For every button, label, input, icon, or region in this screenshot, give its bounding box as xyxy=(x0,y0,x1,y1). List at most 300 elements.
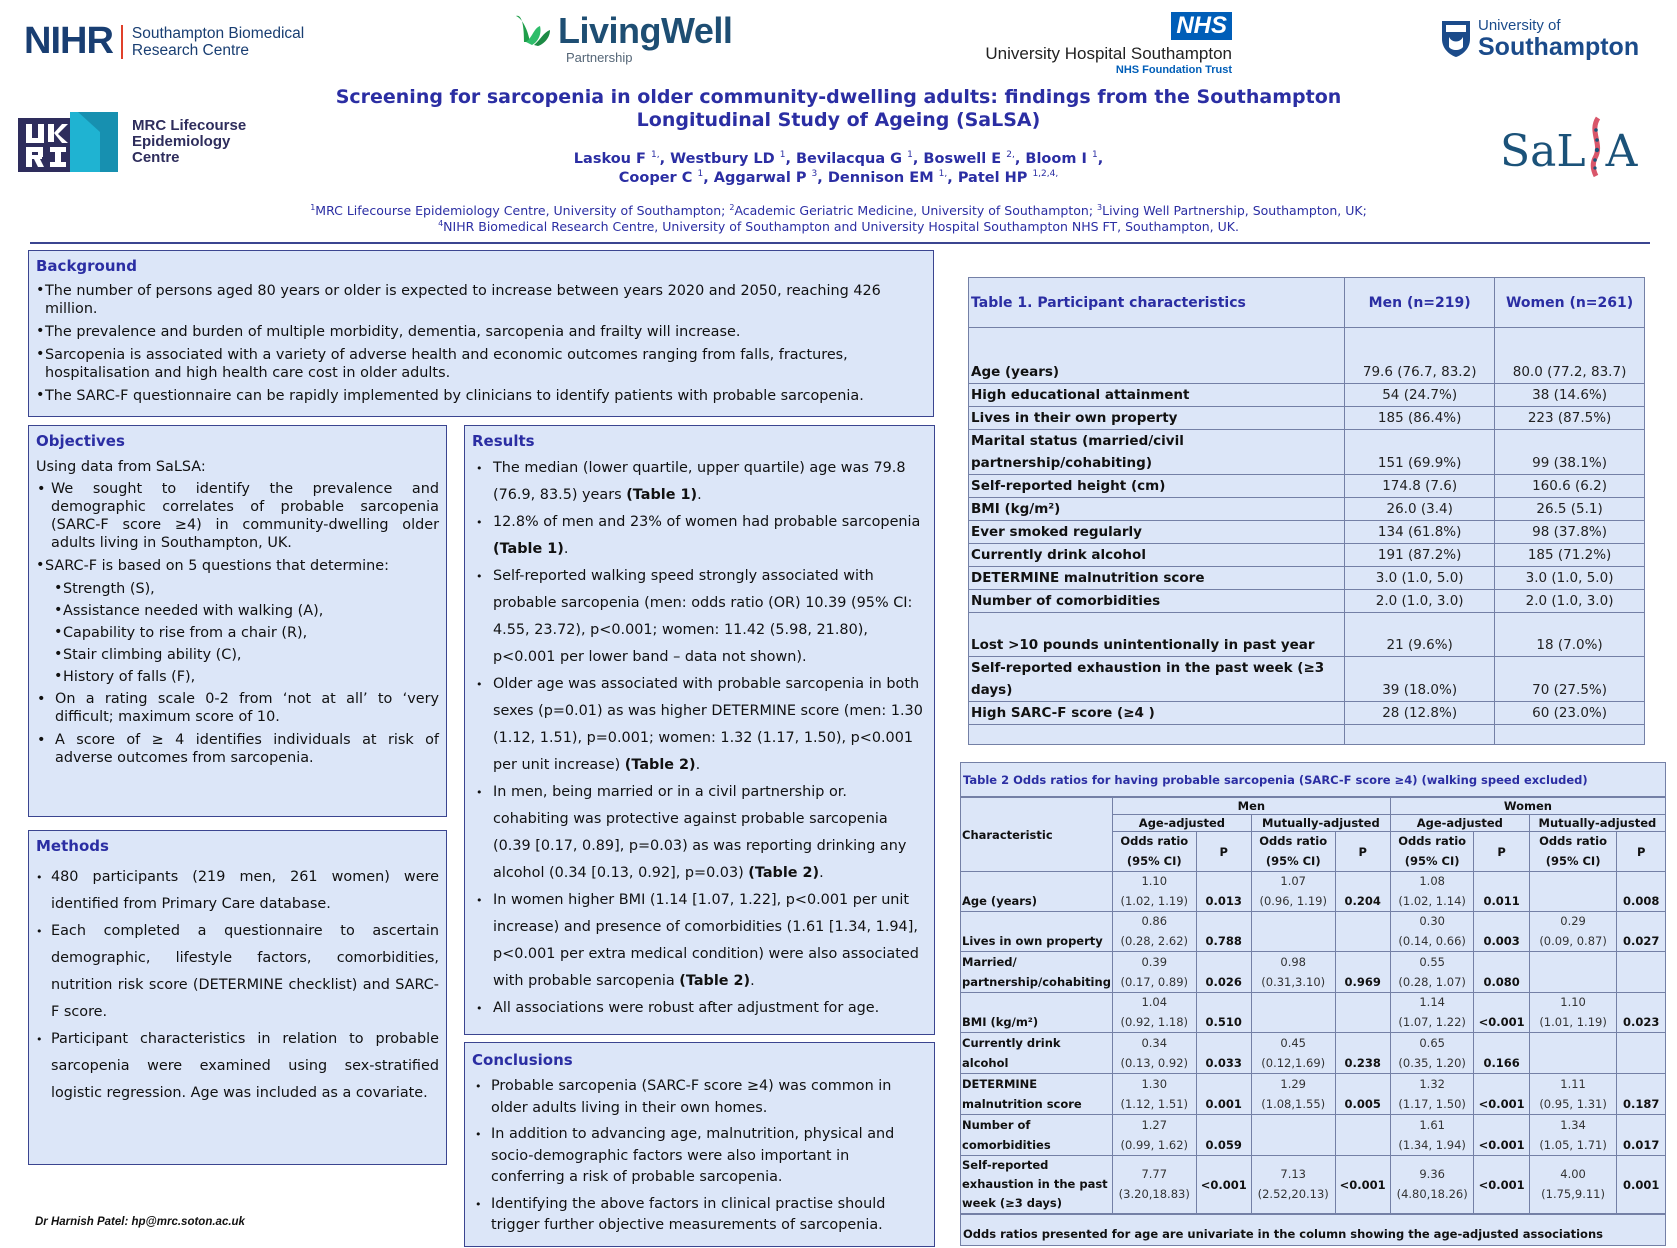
table1-cell-men: 79.6 (76.7, 83.2) xyxy=(1345,328,1495,384)
odds-ratio-value: 1.34 xyxy=(1560,1118,1586,1132)
odds-ratio-value: 0.65 xyxy=(1419,1036,1445,1050)
odds-ratio-value: 1.61 xyxy=(1419,1118,1445,1132)
table2-odds-ratio-cell xyxy=(1112,1115,1196,1156)
author-affiliation-mark: 3 xyxy=(811,169,818,180)
table1-empty-cell xyxy=(1495,725,1645,745)
confidence-interval xyxy=(1531,891,1616,911)
table1-cell-label: Age (years) xyxy=(969,328,1345,384)
results-text: The median (lower quartile, upper quartile) age was 79.8 (76.9, 83.5) years xyxy=(493,460,906,503)
results-punctuation: . xyxy=(563,541,569,557)
objectives-heading: Objectives xyxy=(36,432,125,450)
table2-p-header: P xyxy=(1196,832,1251,872)
affiliation-number: 1 xyxy=(310,202,316,212)
table1-row xyxy=(969,657,1645,702)
nihr-line2: Research Centre xyxy=(131,41,250,59)
uos-line2: Southampton xyxy=(1478,33,1640,61)
table2-odds-ratio-cell xyxy=(1251,872,1335,912)
odds-ratio-value: 1.10 xyxy=(1141,874,1168,888)
table2-p-value: 0.187 xyxy=(1617,1074,1665,1115)
objectives-subitem: • History of falls (F), xyxy=(36,668,439,686)
background-item: • The number of persons aged 80 years or older is expected to increase between years 2020 and 2050, reaching 426 million. xyxy=(36,282,926,318)
table1-cell-women: 98 (37.8%) xyxy=(1495,521,1645,544)
background-heading: Background xyxy=(36,257,137,275)
confidence-interval: (0.95, 1.31) xyxy=(1539,1097,1607,1111)
table2-odds-ratio-cell xyxy=(1112,872,1196,912)
table2-odds-ratio-cell xyxy=(1390,872,1474,912)
confidence-interval: (1.08,1.55) xyxy=(1261,1097,1326,1111)
table2-odds-ratio-cell xyxy=(1390,993,1474,1033)
nhs-badge: NHS xyxy=(1171,12,1232,40)
results-item xyxy=(472,509,927,563)
ci-label: (95% CI) xyxy=(1404,854,1460,868)
table2-p-value: 0.026 xyxy=(1196,952,1251,993)
objectives-item: • On a rating scale 0-2 from ‘not at all’ to ‘very difficult; maximum score of 10. xyxy=(36,690,439,726)
odds-ratio-value: 1.11 xyxy=(1560,1077,1586,1091)
table1-row xyxy=(969,498,1645,521)
conclusions-heading: Conclusions xyxy=(472,1051,573,1069)
table1-row xyxy=(969,407,1645,430)
results-list xyxy=(472,455,927,1022)
table2-characteristic: BMI (kg/m²) xyxy=(961,993,1112,1033)
background-item: • The prevalence and burden of multiple morbidity, dementia, sarcopenia and frailty will increase. xyxy=(36,323,926,341)
table2-title: Table 2 Odds ratios for having probable sarcopenia (SARC-F score ≥4) (walking speed excluded) xyxy=(961,763,1665,797)
table1-empty-cell xyxy=(969,725,1345,745)
header-divider xyxy=(30,242,1650,244)
table2-odds-ratio-cell xyxy=(1529,912,1617,952)
table1-cell-men: 134 (61.8%) xyxy=(1345,521,1495,544)
table1-cell-men: 28 (12.8%) xyxy=(1345,702,1495,725)
salsa-logo xyxy=(1500,108,1637,178)
confidence-interval: (2.52,20.13) xyxy=(1257,1187,1329,1201)
table2-p-value: 0.001 xyxy=(1617,1156,1665,1214)
salsa-wordmark-left: SaL xyxy=(1500,126,1586,177)
table2-p-value xyxy=(1335,912,1390,952)
results-punctuation: . xyxy=(819,865,824,881)
odds-ratio-value: 0.34 xyxy=(1141,1036,1168,1050)
table1-row xyxy=(969,328,1645,384)
objectives-section xyxy=(28,425,447,817)
table2-characteristic: DETERMINE malnutrition score xyxy=(961,1074,1112,1115)
odds-ratio-value: 1.10 xyxy=(1560,995,1586,1009)
odds-ratio-value xyxy=(1531,1034,1616,1053)
ukri-line1: MRC Lifecourse xyxy=(132,117,247,134)
table2-row xyxy=(961,872,1665,912)
results-punctuation: . xyxy=(750,973,755,989)
table2-p-value xyxy=(1335,993,1390,1033)
odds-ratio-value: 0.29 xyxy=(1560,914,1586,928)
odds-ratio-value: 0.45 xyxy=(1280,1036,1306,1050)
table2-p-value: 0.023 xyxy=(1617,993,1665,1033)
odds-ratio-value: 1.08 xyxy=(1419,874,1445,888)
odds-ratio-value: 0.30 xyxy=(1419,914,1445,928)
affiliation-number: 3 xyxy=(1097,202,1103,212)
table2-col-women: Women xyxy=(1390,798,1665,815)
or-label: Odds ratio xyxy=(1259,834,1328,848)
title-line1: Screening for sarcopenia in older community-dwelling adults: findings from the Southampton xyxy=(335,86,1342,108)
table2-women-mutually-adjusted: Mutually-adjusted xyxy=(1529,815,1665,832)
conclusions-item: • Identifying the above factors in clinical practise should trigger further objective measurements of sarcopenia. xyxy=(472,1194,927,1237)
table1-empty-cell xyxy=(1345,725,1495,745)
table2-p-value: 0.788 xyxy=(1196,912,1251,952)
confidence-interval: (1.34, 1.94) xyxy=(1398,1138,1466,1152)
table2-p-value: 0.005 xyxy=(1335,1074,1390,1115)
odds-ratio-value: 0.98 xyxy=(1280,955,1306,969)
table1-cell-label: Lost >10 pounds unintentionally in past year xyxy=(969,613,1345,657)
objectives-subitem: • Assistance needed with walking (A), xyxy=(36,602,439,620)
table2-p-value: 0.033 xyxy=(1196,1033,1251,1074)
nihr-logo xyxy=(24,20,304,63)
nihr-line1: Southampton Biomedical xyxy=(131,24,305,42)
table1-cell-men: 54 (24.7%) xyxy=(1345,384,1495,407)
table1-cell-label: Lives in their own property xyxy=(969,407,1345,430)
table-reference: (Table 2) xyxy=(679,973,751,989)
livingwell-sub: Partnership xyxy=(566,50,633,65)
table2-odds-ratio-cell xyxy=(1529,1156,1617,1214)
table2-odds-ratio-cell xyxy=(1251,952,1335,993)
table2-odds-ratio-cell xyxy=(1529,952,1617,993)
table2-grid xyxy=(961,797,1665,1214)
table2-p-value: 0.204 xyxy=(1335,872,1390,912)
results-section xyxy=(464,425,935,1035)
conclusions-section xyxy=(464,1042,935,1247)
contact-info: Dr Harnish Patel: hp@mrc.soton.ac.uk xyxy=(35,1216,245,1228)
affiliation-text: NIHR Biomedical Research Centre, University of Southampton and University Hospital Southampton NHS FT, Southampton, UK. xyxy=(443,219,1239,234)
table2-odds-ratio-cell xyxy=(1529,872,1617,912)
table2-p-value: 0.003 xyxy=(1474,912,1529,952)
table2-p-value: 0.238 xyxy=(1335,1033,1390,1074)
author-affiliation-mark: 1 xyxy=(1091,150,1098,161)
background-item: • Sarcopenia is associated with a variety of adverse health and economic outcomes ranging from falls, fractures, hospitalisation and high health care cost in older adults. xyxy=(36,346,926,382)
odds-ratio-value xyxy=(1253,1116,1334,1135)
odds-ratio-value xyxy=(1253,993,1334,1012)
affiliation-text: Living Well Partnership, Southampton, UK; xyxy=(1102,203,1367,218)
authors xyxy=(300,150,1377,188)
table1-cell-men: 174.8 (7.6) xyxy=(1345,475,1495,498)
table1-cell-label: BMI (kg/m²) xyxy=(969,498,1345,521)
table1-row xyxy=(969,613,1645,657)
table2-header-row xyxy=(961,798,1665,815)
table2-odds-ratio-cell xyxy=(1390,1156,1474,1214)
table1-cell-women: 80.0 (77.2, 83.7) xyxy=(1495,328,1645,384)
table1-cell-women: 3.0 (1.0, 5.0) xyxy=(1495,567,1645,590)
table-reference: (Table 2) xyxy=(748,865,820,881)
table2-odds-ratio-cell xyxy=(1390,952,1474,993)
author-name: , Bevilacqua G xyxy=(785,151,908,167)
author-name: , Westbury LD xyxy=(659,151,780,167)
confidence-interval: (0.31,3.10) xyxy=(1261,975,1326,989)
results-item xyxy=(472,455,927,509)
table1-cell-women: 223 (87.5%) xyxy=(1495,407,1645,430)
uos-line1: University of xyxy=(1478,17,1561,34)
odds-ratio-value: 0.55 xyxy=(1419,955,1445,969)
results-item xyxy=(472,995,927,1022)
confidence-interval xyxy=(1253,1135,1334,1155)
table2-p-value xyxy=(1617,952,1665,993)
table2-characteristic: Number of comorbidities xyxy=(961,1115,1112,1156)
table1-row xyxy=(969,590,1645,613)
odds-ratio-value: 0.39 xyxy=(1141,955,1168,969)
table1-cell-men: 2.0 (1.0, 3.0) xyxy=(1345,590,1495,613)
table1-cell-women: 18 (7.0%) xyxy=(1495,613,1645,657)
table2-p-header: P xyxy=(1617,832,1665,872)
confidence-interval: (0.99, 1.62) xyxy=(1120,1138,1188,1152)
table2-odds-ratio-cell xyxy=(1251,1156,1335,1214)
table1-cell-men: 191 (87.2%) xyxy=(1345,544,1495,567)
table1-cell-men: 185 (86.4%) xyxy=(1345,407,1495,430)
table1-cell-men: 21 (9.6%) xyxy=(1345,613,1495,657)
table2-p-value: 0.001 xyxy=(1196,1074,1251,1115)
spine-icon xyxy=(1587,116,1605,178)
table2-row xyxy=(961,1115,1665,1156)
author-affiliation-mark: 2, xyxy=(1006,150,1015,161)
table2-row xyxy=(961,993,1665,1033)
title-line2: Longitudinal Study of Ageing (SaLSA) xyxy=(636,109,1041,131)
author-name: , Dennison EM xyxy=(817,170,939,186)
results-item xyxy=(472,887,927,995)
objectives-subitem: • Stair climbing ability (C), xyxy=(36,646,439,664)
nihr-divider xyxy=(121,25,123,59)
table1-header-row xyxy=(969,278,1645,328)
methods-item: • 480 participants (219 men, 261 women) were identified from Primary Care database. xyxy=(36,864,439,918)
odds-ratio-value: 7.13 xyxy=(1280,1167,1306,1181)
table2-p-value: 0.510 xyxy=(1196,993,1251,1033)
table2-odds-ratio-cell xyxy=(1251,1115,1335,1156)
confidence-interval: (1.12, 1.51) xyxy=(1120,1097,1188,1111)
author-affiliation-mark: 1 xyxy=(779,150,786,161)
author-name: , Bloom I xyxy=(1014,151,1092,167)
affiliation-number: 4 xyxy=(438,218,444,228)
table2-p-value xyxy=(1617,1033,1665,1074)
table2-odds-ratio-cell xyxy=(1112,1033,1196,1074)
odds-ratio-value: 1.04 xyxy=(1141,995,1168,1009)
results-text: In women higher BMI (1.14 [1.07, 1.22], p<0.001 per unit increase) and presence of comorbidities (1.61 [1.34, 1.94], p<0.001 per extra medical condition) were also associated with probable sarcopenia xyxy=(493,892,919,989)
table2-odds-ratio-cell xyxy=(1529,1033,1617,1074)
table-reference: (Table 1) xyxy=(493,541,564,557)
table2-characteristic: Age (years) xyxy=(961,872,1112,912)
authors-line1 xyxy=(300,150,1377,169)
table2-footnote: Odds ratios presented for age are univariate in the column showing the age-adjusted associations xyxy=(961,1214,1665,1245)
table2-or-header xyxy=(1251,832,1335,872)
table1-row xyxy=(969,475,1645,498)
confidence-interval: (1.02, 1.14) xyxy=(1398,894,1466,908)
author-name: , Boswell E xyxy=(912,151,1007,167)
objectives-intro: Using data from SaLSA: xyxy=(36,459,206,475)
author-affiliation-mark: 1, xyxy=(651,150,660,161)
author-name: , xyxy=(1097,151,1104,167)
table2-row xyxy=(961,1156,1665,1214)
shield-icon xyxy=(1440,19,1472,59)
table2-p-value: <0.001 xyxy=(1474,993,1529,1033)
table2-p-value: 0.008 xyxy=(1617,872,1665,912)
odds-ratio-value: 1.07 xyxy=(1280,874,1306,888)
table2-odds-ratio-cell xyxy=(1390,1115,1474,1156)
table2-row xyxy=(961,1074,1665,1115)
table1-cell-label: Currently drink alcohol xyxy=(969,544,1345,567)
odds-ratio-value: 7.77 xyxy=(1141,1167,1168,1181)
odds-ratio-value: 1.30 xyxy=(1141,1077,1168,1091)
table1-cell-label: Marital status (married/civil partnership/cohabiting) xyxy=(969,430,1345,475)
table2-p-value: <0.001 xyxy=(1474,1115,1529,1156)
table2-p-value: 0.166 xyxy=(1474,1033,1529,1074)
ukri-line3: Centre xyxy=(132,149,180,166)
table-reference: (Table 1) xyxy=(626,487,698,503)
confidence-interval: (0.28, 2.62) xyxy=(1120,934,1188,948)
or-label: Odds ratio xyxy=(1539,834,1607,848)
table2-p-value: <0.001 xyxy=(1474,1074,1529,1115)
table1-cell-women: 70 (27.5%) xyxy=(1495,657,1645,702)
table2-odds-ratio-cell xyxy=(1251,912,1335,952)
odds-ratio-value: 9.36 xyxy=(1419,1167,1445,1181)
table2-odds-ratio-cell xyxy=(1529,1074,1617,1115)
odds-ratio-value xyxy=(1531,872,1616,891)
table1-cell-women: 2.0 (1.0, 3.0) xyxy=(1495,590,1645,613)
table2-p-value: 0.013 xyxy=(1196,872,1251,912)
confidence-interval: (0.09, 0.87) xyxy=(1539,934,1607,948)
confidence-interval: (0.35, 1.20) xyxy=(1398,1056,1466,1070)
table2-row xyxy=(961,912,1665,952)
background-section xyxy=(28,250,934,417)
results-text: Older age was associated with probable sarcopenia in both sexes (p=0.01) as was higher DETERMINE score (men: 1.30 (1.12, 1.51), p=0.001; women: 1.32 (1.17, 1.50), p<0.001 per unit increase) xyxy=(493,676,923,773)
methods-item: • Each completed a questionnaire to ascertain demographic, lifestyle factors, comorbidities, nutrition risk score (DETERMINE checklist) and SARC-F score. xyxy=(36,918,439,1026)
livingwell-logo xyxy=(512,12,732,66)
confidence-interval: (0.14, 0.66) xyxy=(1398,934,1466,948)
authors-line2 xyxy=(300,169,1377,188)
table1-cell-women: 38 (14.6%) xyxy=(1495,384,1645,407)
ukri-text xyxy=(132,118,246,166)
odds-ratio-value: 1.32 xyxy=(1419,1077,1445,1091)
objectives-item: • We sought to identify the prevalence and demographic correlates of probable sarcopenia (SARC-F score ≥4) in community-dwelling older adults living in Southampton, UK. xyxy=(36,480,439,552)
table2-odds-ratio-cell xyxy=(1529,993,1617,1033)
table1-cell-women: 185 (71.2%) xyxy=(1495,544,1645,567)
table2-col-men: Men xyxy=(1112,798,1390,815)
nhs-trust-name: University Hospital Southampton xyxy=(985,44,1232,63)
table1-cell-men: 3.0 (1.0, 5.0) xyxy=(1345,567,1495,590)
table2-characteristic: Lives in own property xyxy=(961,912,1112,952)
table2-p-value: 0.080 xyxy=(1474,952,1529,993)
table2-row xyxy=(961,1033,1665,1074)
objectives-subitem: • Capability to rise from a chair (R), xyxy=(36,624,439,642)
table2-row xyxy=(961,952,1665,993)
table2-p-value xyxy=(1335,1115,1390,1156)
confidence-interval xyxy=(1531,1053,1616,1073)
confidence-interval: (1.17, 1.50) xyxy=(1398,1097,1466,1111)
table1-row xyxy=(969,567,1645,590)
results-text: Self-reported walking speed strongly associated with probable sarcopenia (men: odds ratio (OR) 10.39 (95% CI: 4.55, 23.72), p<0.001; women: 11.42 (5.98, 21.80), p<0.001 per lower band – data not shown). xyxy=(493,568,913,665)
salsa-wordmark-right: A xyxy=(1605,126,1638,177)
table2-odds-ratio-cell xyxy=(1390,1074,1474,1115)
ci-label: (95% CI) xyxy=(1265,854,1321,868)
odds-ratio-value: 1.27 xyxy=(1141,1118,1168,1132)
confidence-interval: (0.28, 1.07) xyxy=(1398,975,1466,989)
table1-participant-characteristics xyxy=(968,277,1645,745)
table2-odds-ratio-cell xyxy=(1251,1033,1335,1074)
table1-row xyxy=(969,384,1645,407)
table2-odds-ratio-cell xyxy=(1390,912,1474,952)
table2-women-age-adjusted: Age-adjusted xyxy=(1390,815,1529,832)
ci-label: (95% CI) xyxy=(1545,854,1601,868)
table2-odds-ratio-cell xyxy=(1112,993,1196,1033)
odds-ratio-value xyxy=(1531,953,1616,972)
table1-cell-label: Self-reported height (cm) xyxy=(969,475,1345,498)
table2-characteristic: Married/ partnership/cohabiting xyxy=(961,952,1112,993)
table1-cell-men: 39 (18.0%) xyxy=(1345,657,1495,702)
nhs-logo xyxy=(966,12,1232,77)
table2-men-mutually-adjusted: Mutually-adjusted xyxy=(1251,815,1390,832)
table2-odds-ratio-cell xyxy=(1529,1115,1617,1156)
livingwell-name: LivingWell xyxy=(558,10,733,51)
table2-characteristic: Self-reported exhaustion in the past week (≥3 days) xyxy=(961,1156,1112,1214)
confidence-interval: (1.07, 1.22) xyxy=(1398,1015,1466,1029)
table1-row xyxy=(969,430,1645,475)
methods-heading: Methods xyxy=(36,837,109,855)
table1-cell-women: 60 (23.0%) xyxy=(1495,702,1645,725)
table1-col-women: Women (n=261) xyxy=(1495,278,1645,328)
confidence-interval xyxy=(1253,931,1334,951)
odds-ratio-value: 1.29 xyxy=(1280,1077,1306,1091)
table2-p-value: 0.969 xyxy=(1335,952,1390,993)
table2-or-header xyxy=(1112,832,1196,872)
author-affiliation-mark: 1 xyxy=(697,169,704,180)
table1-cell-women: 99 (38.1%) xyxy=(1495,430,1645,475)
table1-empty-row xyxy=(969,725,1645,745)
odds-ratio-value: 4.00 xyxy=(1560,1167,1586,1181)
confidence-interval xyxy=(1531,972,1616,992)
table2-odds-ratio-cell xyxy=(1112,912,1196,952)
table1-title: Table 1. Participant characteristics xyxy=(969,278,1345,328)
confidence-interval: (0.12,1.69) xyxy=(1261,1056,1326,1070)
table1-cell-label: Number of comorbidities xyxy=(969,590,1345,613)
table2-or-header xyxy=(1529,832,1617,872)
author-name: Laskou F xyxy=(573,151,651,167)
nhs-foundation-trust: NHS Foundation Trust xyxy=(1115,64,1232,76)
affiliation-text: MRC Lifecourse Epidemiology Centre, University of Southampton; xyxy=(315,203,730,218)
confidence-interval: (0.96, 1.19) xyxy=(1259,894,1327,908)
nihr-text xyxy=(132,25,304,59)
table2-odds-ratio-cell xyxy=(1390,1033,1474,1074)
confidence-interval: (0.13, 0.92) xyxy=(1120,1056,1188,1070)
table1-cell-label: Self-reported exhaustion in the past week (≥3 days) xyxy=(969,657,1345,702)
results-punctuation: . xyxy=(697,487,702,503)
table2-odds-ratio-cell xyxy=(1251,1074,1335,1115)
ukri-mrc-logo xyxy=(18,112,246,172)
odds-ratio-value: 0.86 xyxy=(1141,914,1168,928)
table2-p-header: P xyxy=(1474,832,1529,872)
confidence-interval: (1.75,9.11) xyxy=(1541,1187,1605,1201)
confidence-interval xyxy=(1253,1012,1334,1032)
table2-p-value: 0.011 xyxy=(1474,872,1529,912)
table2-odds-ratios xyxy=(960,762,1666,1246)
ci-label: (95% CI) xyxy=(1126,854,1182,868)
author-name: , Patel HP xyxy=(947,170,1033,186)
table1-row xyxy=(969,702,1645,725)
affiliations xyxy=(300,203,1377,235)
poster-title xyxy=(300,86,1377,132)
results-item xyxy=(472,779,927,887)
results-item xyxy=(472,563,927,671)
author-affiliation-mark: 1,2,4, xyxy=(1032,169,1059,180)
confidence-interval: (1.01, 1.19) xyxy=(1539,1015,1607,1029)
or-label: Odds ratio xyxy=(1398,834,1467,848)
affiliation-text: Academic Geriatric Medicine, University of Southampton; xyxy=(734,203,1098,218)
table1-cell-label: High SARC-F score (≥4 ) xyxy=(969,702,1345,725)
table2-p-value: <0.001 xyxy=(1474,1156,1529,1214)
ukri-line2: Epidemiology xyxy=(132,133,231,150)
table1-row xyxy=(969,521,1645,544)
results-text: 12.8% of men and 23% of women had probable sarcopenia xyxy=(493,514,921,530)
table2-col-characteristic: Characteristic xyxy=(961,798,1112,872)
table1-cell-women: 26.5 (5.1) xyxy=(1495,498,1645,521)
author-name: Cooper C xyxy=(618,170,698,186)
